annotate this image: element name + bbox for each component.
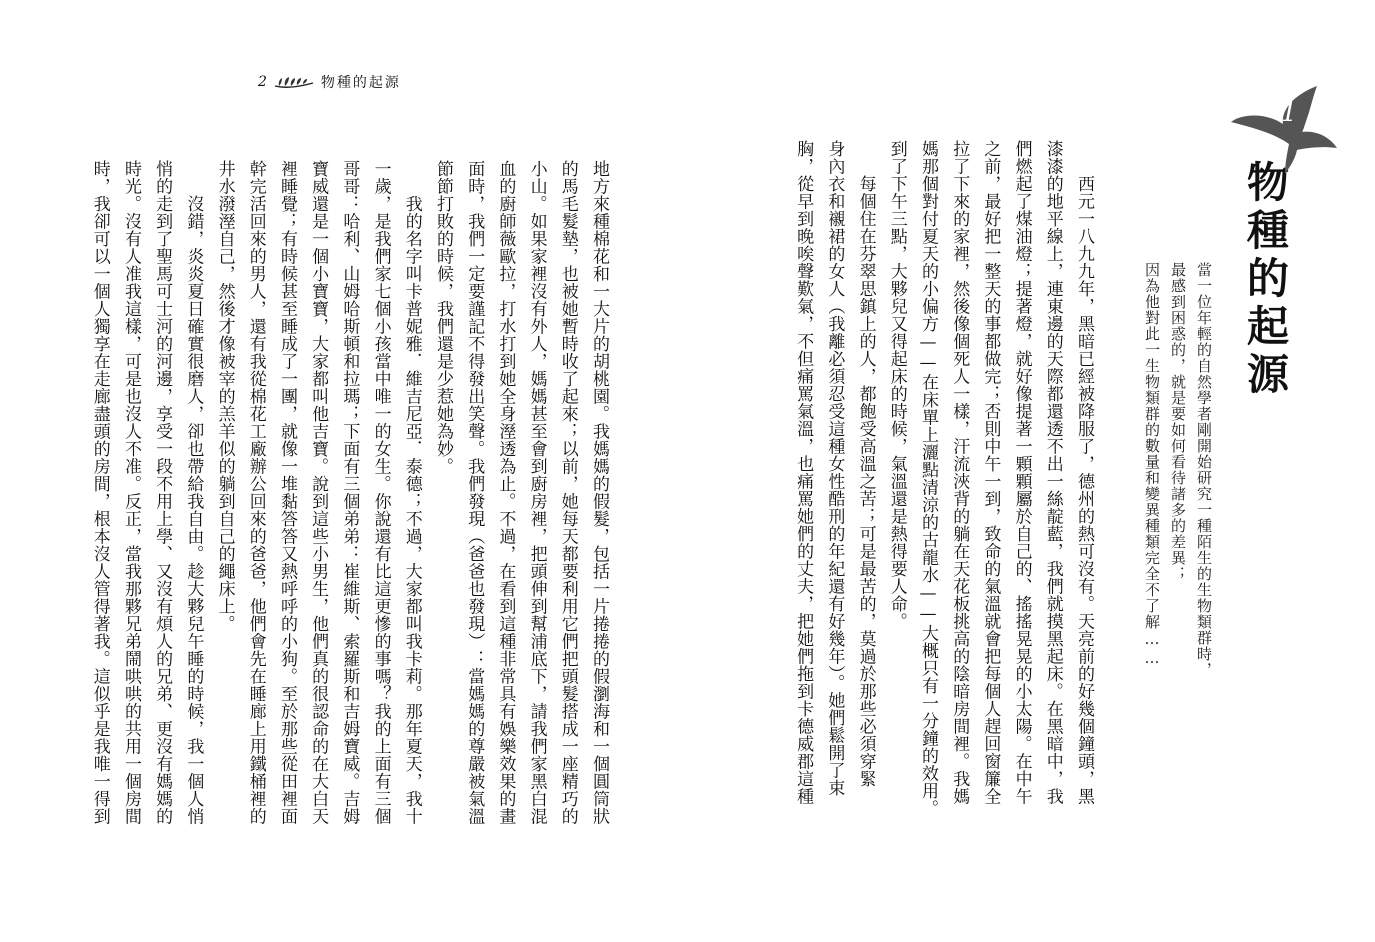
page-number: 2 [258,74,267,90]
text-column: 節節打敗的時候，我們還是少惹她為妙。 [432,160,453,475]
text-column: 血的廚師薇歐拉，打水打到她全身溼透為止。不過，在看到這種非常具有娛樂效果的畫 [495,160,516,825]
chapter-number-emblem [1225,84,1365,174]
text-column: 們燃起了煤油燈；提著燈，就好像提著一顆顆屬於自己的、搖搖晃晃的小太陽。在中午 [1011,140,1032,805]
leaf-ornament-icon [273,74,315,90]
text-column: 小山。如果家裡沒有外人，媽媽甚至會到廚房裡，把頭伸到幫浦底下，請我們家黑白混 [526,160,547,825]
text-column: 幹完活回來的男人，還有我從棉花工廠辦公回來的爸爸，他們會先在睡廊上用鐵桶裡的 [245,160,266,825]
text-column: 拉了下來的家裡，然後像個死人一樣，汗流浹背的躺在天花板挑高的陰暗房間裡。我媽 [949,140,970,805]
text-column: 裡睡覺；有時候甚至睡成了一團，就像一堆黏答答又熱呼呼的小狗。至於那些從田裡面 [276,160,297,825]
text-column: 之前，最好把一整天的事都做完；否則中午一到，致命的氣溫就會把每個人趕回窗簾全 [980,140,1001,805]
text-column: 悄的走到了聖馬可士河的河邊，享受一段不用上學、又沒有煩人的兄弟、更沒有媽媽的 [152,160,173,825]
left-body-text [84,160,614,860]
text-column: 身內衣和襯裙的女人（我離必須忍受這種女性酷刑的年紀還有好幾年）。她們鬆開了束 [824,140,845,797]
text-column: 漆漆的地平線上，連東邊的天際都還透不出一絲靛藍，我們就摸黑起床。在黑暗中，我 [1042,140,1063,805]
right-page [687,0,1375,942]
text-column: 我的名字叫卡普妮雅．維吉尼亞．泰德；不過，大家都叫我卡莉。那年夏天，我十 [401,160,422,825]
text-column: 井水潑溼自己，然後才像被宰的羔羊似的躺到自己的繩床上。 [214,160,235,633]
text-column: 地方來種棉花和一大片的胡桃園。我媽媽的假髮，包括一片捲捲的假瀏海和一個圓筒狀 [589,160,609,825]
text-column: 的馬毛髮墊，也被她暫時收了起來；以前，她每天都要利用它們把頭髮搭成一座精巧的 [557,160,578,825]
chapter-title: 物種的起源 [1241,160,1290,400]
text-column: 西元一八九九年，黑暗已經被降服了，德州的熱可沒有。天亮前的好幾個鐘頭，黑 [1074,140,1094,805]
text-column: 寶威還是一個小寶寶，大家都叫他吉寶。說到這些小男生，他們真的很認命的在大白天 [308,160,329,825]
chapter-number: 1 [1280,98,1298,128]
chapter-epigraph [1139,262,1217,678]
epigraph-line: 因為他對此一生物類群的數量和變異種類完全不了解…… [1143,262,1161,668]
epigraph-line: 最感到困惑的，就是要如何看待諸多的差異； [1169,262,1187,582]
epigraph-line: 當一位年輕的自然學者剛開始研究一種陌生的生物類群時， [1195,262,1213,678]
text-column: 媽那個對付夏天的小偏方——在床單上灑點清涼的古龍水——大概只有一分鐘的效用。 [917,140,938,817]
running-title: 物種的起源 [320,75,401,91]
left-page [0,0,687,942]
text-column: 胸，從早到晚唉聲歎氣，不但痛罵氣溫，也痛罵她們的丈夫，把她們拖到卡德威郡這種 [793,140,814,805]
text-column: 時，我卻可以一個人獨享在走廊盡頭的房間，根本沒人管得著我。這似乎是我唯一得到 [89,160,110,825]
text-column: 時光。沒有人准我這樣，可是也沒人不准。反正，當我那夥兄弟鬧哄哄的共用一個房間 [120,160,141,825]
running-header [258,72,401,92]
right-body-text [779,140,1099,840]
text-column: 哥哥：哈利、山姆哈斯頓和拉瑪；下面有三個弟弟：崔維斯、索羅斯和吉姆寶威。吉姆 [339,160,360,825]
text-column: 面時，我們一定要謹記不得發出笑聲。我們發現（爸爸也發現）：當媽媽的尊嚴被氣溫 [464,160,485,825]
text-column: 每個住在芬翠思鎮上的人，都飽受高溫之苦；可是最苦的，莫過於那些必須穿緊 [855,140,876,788]
text-column: 到了下午三點，大夥兒又得起床的時候，氣溫還是熱得要人命。 [886,140,907,630]
text-column: 一歲，是我們家七個小孩當中唯一的女生。你說還有比這更慘的事嗎？我的上面有三個 [370,160,391,825]
text-column: 沒錯，炎炎夏日確實很磨人，卻也帶給我自由。趁大夥兒午睡的時候，我一個人悄 [183,160,204,825]
